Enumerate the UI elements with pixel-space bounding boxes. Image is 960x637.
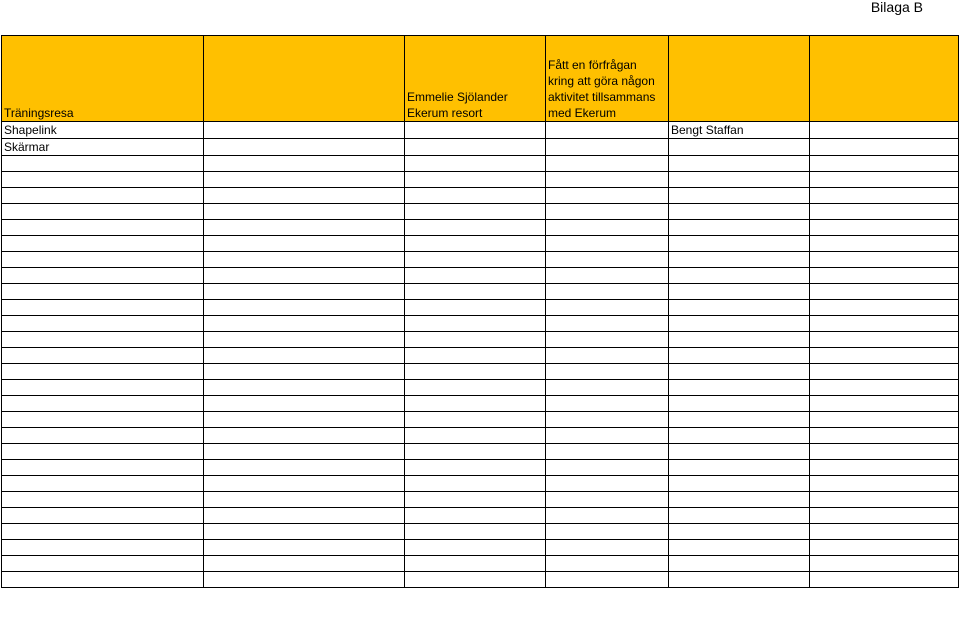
header-cell[interactable] (669, 36, 810, 122)
table-cell[interactable] (669, 204, 810, 220)
table-cell[interactable] (405, 540, 546, 556)
header-cell-text: Träningsresa (4, 106, 74, 120)
table-cell[interactable] (405, 524, 546, 540)
table-cell[interactable] (810, 220, 959, 236)
table-row (2, 572, 959, 588)
table-cell[interactable] (810, 252, 959, 268)
table-cell[interactable] (405, 122, 546, 139)
table-cell[interactable] (810, 236, 959, 252)
table-cell[interactable] (405, 139, 546, 156)
table-cell[interactable] (204, 188, 405, 204)
table-cell[interactable] (204, 139, 405, 156)
table-cell[interactable] (546, 380, 669, 396)
table-cell[interactable] (810, 572, 959, 588)
table-cell[interactable] (546, 156, 669, 172)
table-cell[interactable] (405, 300, 546, 316)
table-row (2, 139, 959, 156)
table-cell[interactable] (204, 122, 405, 139)
table-cell[interactable] (669, 460, 810, 476)
table-cell[interactable] (546, 220, 669, 236)
table-cell[interactable] (546, 188, 669, 204)
table-cell[interactable] (405, 492, 546, 508)
table-cell[interactable] (669, 252, 810, 268)
header-cell[interactable] (204, 36, 405, 122)
table-cell[interactable] (204, 252, 405, 268)
table-cell[interactable] (405, 444, 546, 460)
table-row (2, 204, 959, 220)
table-cell[interactable] (810, 364, 959, 380)
table-cell[interactable] (810, 172, 959, 188)
table-cell[interactable] (546, 556, 669, 572)
table-cell[interactable]: Bengt Staffan (669, 122, 810, 139)
table-cell[interactable] (2, 572, 204, 588)
table-cell[interactable] (405, 284, 546, 300)
table-row (2, 172, 959, 188)
table-row (2, 236, 959, 252)
table-cell[interactable] (546, 540, 669, 556)
table-cell[interactable] (810, 476, 959, 492)
table-cell[interactable] (204, 316, 405, 332)
table-cell[interactable] (810, 492, 959, 508)
table-cell[interactable] (204, 348, 405, 364)
table-row (2, 508, 959, 524)
table-row (2, 540, 959, 556)
table-cell[interactable]: Skärmar (2, 139, 204, 156)
table-cell[interactable] (810, 540, 959, 556)
table-cell[interactable] (405, 236, 546, 252)
table-row (2, 492, 959, 508)
table-cell[interactable] (2, 172, 204, 188)
table-cell[interactable] (2, 412, 204, 428)
table-cell[interactable] (546, 122, 669, 139)
table-cell[interactable] (405, 188, 546, 204)
table-cell[interactable] (2, 508, 204, 524)
table-cell[interactable] (204, 476, 405, 492)
table-cell[interactable] (810, 396, 959, 412)
table-cell[interactable] (546, 332, 669, 348)
table-cell[interactable] (669, 300, 810, 316)
table-row (2, 332, 959, 348)
table-cell[interactable] (810, 524, 959, 540)
table-cell[interactable] (405, 156, 546, 172)
table-cell[interactable] (546, 460, 669, 476)
table-cell[interactable] (405, 252, 546, 268)
table-cell[interactable] (546, 252, 669, 268)
header-cell[interactable] (546, 36, 669, 122)
table-cell[interactable] (546, 396, 669, 412)
table-cell[interactable] (669, 268, 810, 284)
table-row (2, 188, 959, 204)
table-cell[interactable] (810, 284, 959, 300)
table-cell[interactable] (2, 364, 204, 380)
header-cell-text: Emmelie Sjölander Ekerum resort (407, 90, 508, 120)
table-cell[interactable] (405, 396, 546, 412)
table-cell[interactable] (405, 220, 546, 236)
table-row (2, 348, 959, 364)
table-cell[interactable] (546, 492, 669, 508)
table-cell[interactable] (2, 316, 204, 332)
table-row (2, 380, 959, 396)
table-cell[interactable] (546, 444, 669, 460)
table-cell[interactable] (204, 556, 405, 572)
table-cell[interactable] (546, 412, 669, 428)
table-cell[interactable] (204, 572, 405, 588)
table-cell[interactable] (669, 156, 810, 172)
table-cell[interactable] (2, 236, 204, 252)
table-cell[interactable] (204, 508, 405, 524)
table-cell[interactable] (669, 316, 810, 332)
table-row (2, 556, 959, 572)
table-cell[interactable] (204, 460, 405, 476)
table-cell[interactable] (810, 316, 959, 332)
table-cell[interactable] (204, 492, 405, 508)
table-row (2, 396, 959, 412)
table-cell[interactable] (405, 204, 546, 220)
table-cell[interactable] (204, 204, 405, 220)
table-cell[interactable] (669, 220, 810, 236)
table-cell[interactable] (405, 572, 546, 588)
table-cell[interactable] (2, 428, 204, 444)
table-cell[interactable] (405, 412, 546, 428)
table-cell[interactable] (810, 412, 959, 428)
table-cell[interactable] (546, 428, 669, 444)
table-cell[interactable] (405, 364, 546, 380)
table-cell[interactable] (546, 348, 669, 364)
table-row (2, 252, 959, 268)
table-cell[interactable] (810, 348, 959, 364)
table-cell[interactable] (810, 204, 959, 220)
table-cell[interactable] (546, 204, 669, 220)
table-cell[interactable] (810, 428, 959, 444)
table-cell[interactable] (810, 188, 959, 204)
table-cell[interactable] (2, 284, 204, 300)
table-cell[interactable] (546, 284, 669, 300)
header-cell[interactable] (810, 36, 959, 122)
table-cell[interactable] (669, 172, 810, 188)
table-row (2, 412, 959, 428)
table-cell[interactable] (669, 236, 810, 252)
table-cell[interactable] (810, 268, 959, 284)
table-cell[interactable] (669, 188, 810, 204)
table-cell[interactable] (2, 556, 204, 572)
table-cell[interactable] (669, 476, 810, 492)
table-cell[interactable] (810, 444, 959, 460)
table-cell[interactable] (546, 300, 669, 316)
table-cell[interactable] (546, 572, 669, 588)
table-cell[interactable] (2, 396, 204, 412)
table-cell[interactable] (810, 332, 959, 348)
table-cell[interactable] (546, 364, 669, 380)
table-cell[interactable]: Shapelink (2, 122, 204, 139)
table-cell[interactable] (810, 300, 959, 316)
table-cell[interactable] (669, 139, 810, 156)
table-cell[interactable] (2, 380, 204, 396)
table-cell[interactable] (2, 188, 204, 204)
table-cell[interactable] (405, 428, 546, 444)
table-cell[interactable] (204, 364, 405, 380)
table-cell[interactable] (204, 172, 405, 188)
table-cell[interactable] (669, 380, 810, 396)
table-cell[interactable] (204, 156, 405, 172)
table-cell[interactable] (204, 540, 405, 556)
table-cell[interactable] (2, 348, 204, 364)
table-row (2, 122, 959, 139)
table-cell[interactable] (669, 428, 810, 444)
table-cell[interactable] (405, 172, 546, 188)
table-cell[interactable] (669, 364, 810, 380)
table-cell[interactable] (810, 508, 959, 524)
table-cell[interactable] (2, 460, 204, 476)
table-cell[interactable] (405, 460, 546, 476)
table-cell[interactable] (204, 524, 405, 540)
table-cell[interactable] (810, 556, 959, 572)
table-cell[interactable] (204, 236, 405, 252)
table-cell[interactable] (669, 540, 810, 556)
table-cell[interactable] (405, 268, 546, 284)
table-cell[interactable] (669, 348, 810, 364)
table-cell[interactable] (405, 476, 546, 492)
table-cell[interactable] (669, 492, 810, 508)
table-cell[interactable] (2, 492, 204, 508)
table-cell[interactable] (2, 156, 204, 172)
table-cell[interactable] (405, 380, 546, 396)
table-row (2, 524, 959, 540)
table-cell[interactable] (810, 122, 959, 139)
table-cell[interactable] (546, 508, 669, 524)
table-row (2, 300, 959, 316)
table-cell[interactable] (669, 332, 810, 348)
table-cell[interactable] (546, 236, 669, 252)
table-row (2, 156, 959, 172)
table-cell[interactable] (546, 524, 669, 540)
table-row (2, 220, 959, 236)
table-cell[interactable] (405, 332, 546, 348)
table-cell[interactable] (2, 220, 204, 236)
header-row (2, 36, 959, 122)
table-row (2, 476, 959, 492)
table-cell[interactable] (546, 172, 669, 188)
table-cell[interactable] (669, 396, 810, 412)
table-cell[interactable] (2, 300, 204, 316)
header-cell[interactable] (405, 36, 546, 122)
table-cell[interactable] (204, 268, 405, 284)
table-cell[interactable] (2, 332, 204, 348)
table-row (2, 460, 959, 476)
table-cell[interactable] (204, 396, 405, 412)
table-cell[interactable] (669, 556, 810, 572)
table-cell[interactable] (810, 156, 959, 172)
table-cell[interactable] (546, 476, 669, 492)
table-cell[interactable] (2, 524, 204, 540)
table-row (2, 444, 959, 460)
table-cell[interactable] (810, 139, 959, 156)
table-cell[interactable] (405, 316, 546, 332)
table-cell[interactable] (2, 540, 204, 556)
spreadsheet-table (1, 35, 959, 588)
table-cell[interactable] (810, 460, 959, 476)
table-cell[interactable] (204, 428, 405, 444)
table-cell[interactable] (405, 556, 546, 572)
table-cell[interactable] (669, 444, 810, 460)
table-row (2, 364, 959, 380)
header-cell-text: Fått en förfrågan kring att göra någon aktivitet tillsammans med Ekerum (548, 58, 656, 120)
table-cell[interactable] (2, 476, 204, 492)
table-cell[interactable] (204, 444, 405, 460)
table-cell[interactable] (405, 508, 546, 524)
table-row (2, 268, 959, 284)
table-row (2, 316, 959, 332)
table-row (2, 284, 959, 300)
table-cell[interactable] (669, 508, 810, 524)
page-label: Bilaga B (870, 0, 923, 15)
table-cell[interactable] (669, 284, 810, 300)
table-cell[interactable] (2, 252, 204, 268)
table-cell[interactable] (204, 412, 405, 428)
table-cell[interactable] (204, 332, 405, 348)
table-cell[interactable] (204, 220, 405, 236)
table-cell[interactable] (546, 268, 669, 284)
table-cell[interactable] (2, 444, 204, 460)
table-cell[interactable] (669, 572, 810, 588)
table-cell[interactable] (204, 380, 405, 396)
table-cell[interactable] (2, 204, 204, 220)
table-cell[interactable] (2, 268, 204, 284)
table-cell[interactable] (669, 412, 810, 428)
table-cell[interactable] (669, 524, 810, 540)
table-cell[interactable] (546, 139, 669, 156)
header-cell[interactable] (2, 36, 204, 122)
table-cell[interactable] (810, 380, 959, 396)
table-cell[interactable] (204, 284, 405, 300)
table-cell[interactable] (204, 300, 405, 316)
table-row (2, 428, 959, 444)
table-cell[interactable] (546, 316, 669, 332)
table-cell[interactable] (405, 348, 546, 364)
